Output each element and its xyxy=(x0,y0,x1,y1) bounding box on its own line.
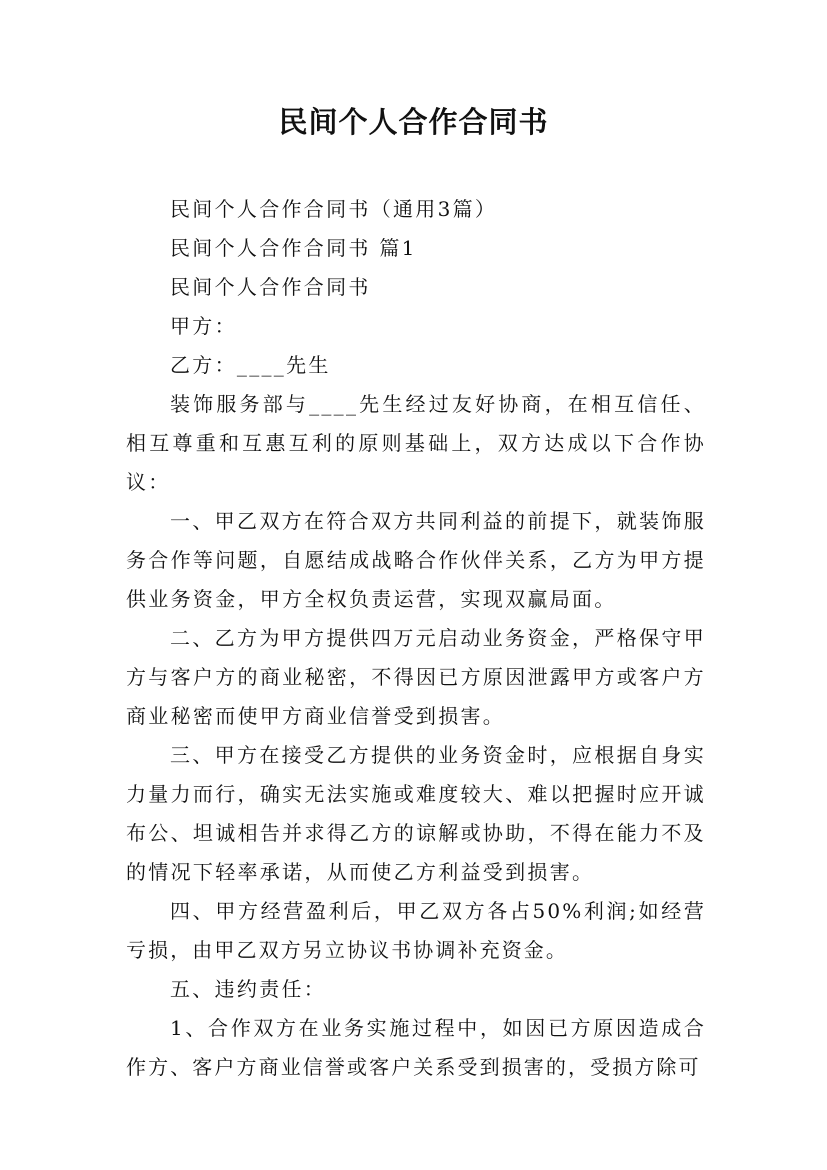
paragraph-contract-name: 民间个人合作合同书 xyxy=(170,275,371,299)
paragraph-clause-3: 三、甲方在接受乙方提供的业务资金时，应根据自身实力量力而行，确实无法实施或难度较大、难以把握时应开诚布公、坦诚相告并求得乙方的谅解或协助，不得在能力不及的情况下轻率承诺，从而使乙方利益受到损害。 xyxy=(126,743,706,884)
document-title: 民间个人合作合同书 xyxy=(278,105,549,139)
paragraph-clause-5-1: 1、合作双方在业务实施过程中，如因已方原因造成合作方、客户方商业信誉或客户关系受到损害的，受损方除可 xyxy=(126,1016,706,1079)
paragraph-clause-2: 二、乙方为甲方提供四万元启动业务资金，严格保守甲方与客户方的商业秘密，不得因已方原因泄露甲方或客户方商业秘密而使甲方商业信誉受到损害。 xyxy=(126,626,706,728)
paragraph-clause-1: 一、甲乙双方在符合双方共同利益的前提下，就装饰服务合作等问题，自愿结成战略合作伙伴关系，乙方为甲方提供业务资金，甲方全权负责运营，实现双赢局面。 xyxy=(126,509,706,611)
paragraph-party-b: 乙方：____先生 xyxy=(170,353,331,377)
paragraph-clause-4: 四、甲方经营盈利后，甲乙双方各占50%利润;如经营亏损，由甲乙双方另立协议书协调补充资金。 xyxy=(126,899,706,962)
paragraph-clause-5: 五、违约责任： xyxy=(170,977,327,1001)
paragraph-preamble: 装饰服务部与____先生经过友好协商，在相互信任、相互尊重和互惠互利的原则基础上，双方达成以下合作协议： xyxy=(126,392,706,494)
paragraph-party-a: 甲方： xyxy=(170,314,237,338)
paragraph-subtitle: 民间个人合作合同书（通用3篇） xyxy=(170,197,498,221)
document-body xyxy=(126,190,706,1087)
paragraph-section-heading: 民间个人合作合同书 篇1 xyxy=(170,236,417,260)
